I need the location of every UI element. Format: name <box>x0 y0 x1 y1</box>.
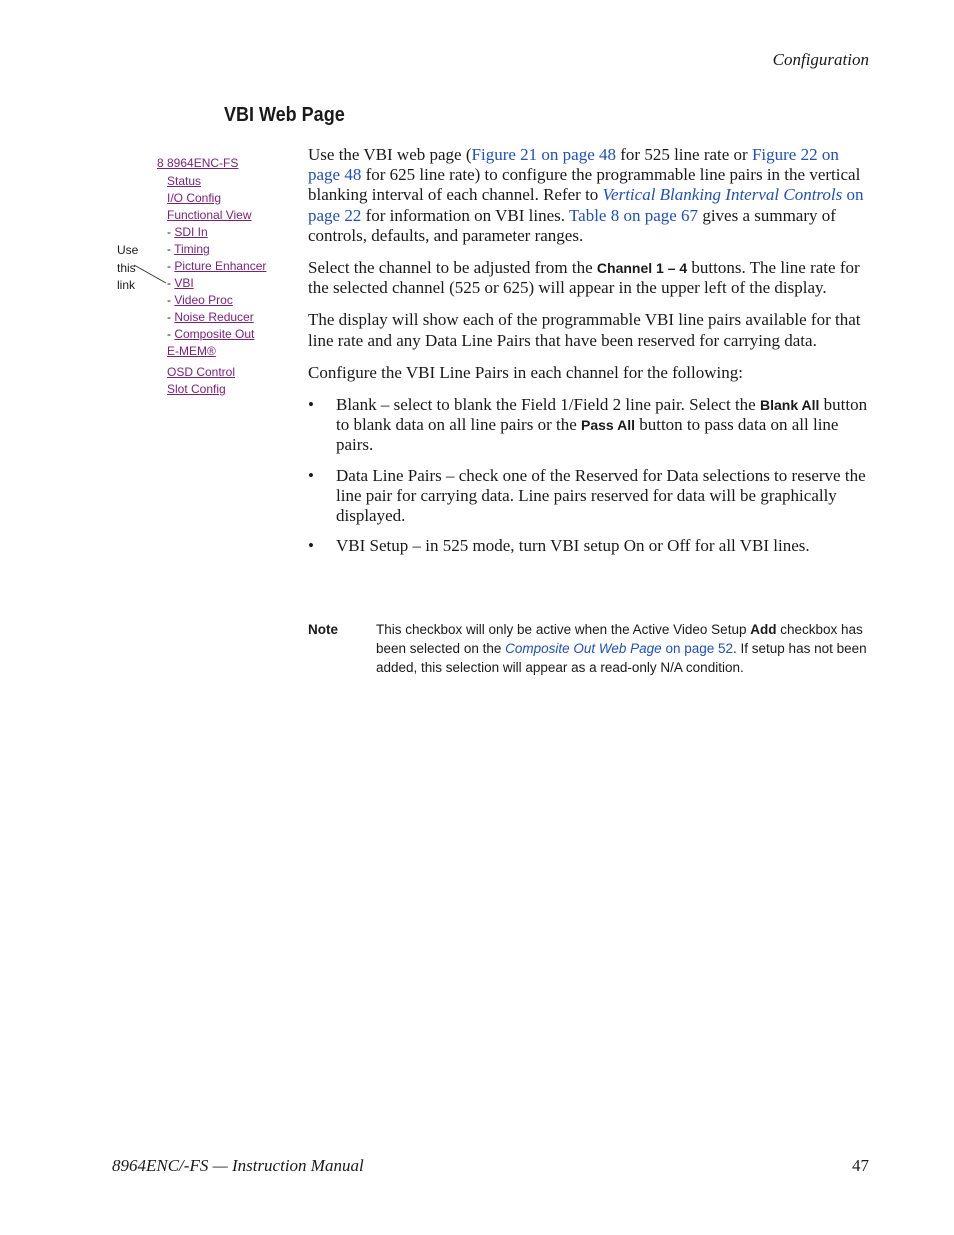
paragraph-configure: Configure the VBI Line Pairs in each channel for the following: <box>308 362 743 382</box>
link-figure-22[interactable]: Figure 22 on page 48 <box>308 145 839 185</box>
ui-channel-buttons: Channel 1 – 4 <box>596 260 688 277</box>
nav-item-functional-view <box>167 208 252 222</box>
nav-link-osd-control[interactable]: OSD Control <box>167 365 236 379</box>
bullet: • <box>308 536 314 556</box>
text: buttons. The line rate for the selected channel (525 or 625) will appear in the upper left of the display. <box>308 258 860 298</box>
text: This checkbox will only be active when the Active Video Setup <box>376 622 751 637</box>
nav-item-io-config <box>167 191 221 205</box>
nav-prefix: - <box>167 225 175 239</box>
text: for information on VBI lines. <box>361 205 569 225</box>
bullet: • <box>308 395 314 415</box>
text: Blank – select to blank the Field 1/Field 2 line pair. Select the <box>336 395 760 415</box>
nav-link-functional-view[interactable]: Functional View <box>167 208 252 222</box>
callout-line-3: link <box>117 278 136 292</box>
nav-link-emem[interactable]: E-MEM® <box>167 344 216 358</box>
nav-item-status <box>167 174 201 188</box>
footer-manual-title: 8964ENC/-FS — Instruction Manual <box>112 1156 364 1175</box>
nav-item-composite-out <box>167 327 254 341</box>
text: Select the channel to be adjusted from the <box>308 258 597 278</box>
nav-link-device[interactable]: 8 8964ENC-FS <box>157 156 239 170</box>
nav-item-osd-control <box>167 365 235 379</box>
note-label: Note <box>308 622 338 637</box>
nav-prefix: - <box>167 327 175 341</box>
list-item-blank <box>308 395 870 456</box>
nav-prefix: - <box>167 276 175 290</box>
text: for 525 line rate or <box>616 145 752 164</box>
nav-link-vbi[interactable]: VBI <box>174 276 194 290</box>
nav-item-timing <box>167 242 210 256</box>
nav-link-io-config[interactable]: I/O Config <box>167 191 222 205</box>
text: button to pass data on all line pairs. <box>336 415 839 455</box>
nav-item-noise-reducer <box>167 310 254 324</box>
link-composite-out-web-page[interactable]: Composite Out Web Page <box>505 641 662 656</box>
note-text <box>376 620 870 677</box>
callout-line-2: this <box>117 260 136 275</box>
note-block <box>308 620 870 677</box>
nav-prefix: - <box>167 259 175 273</box>
nav-item-emem <box>167 344 216 358</box>
nav-item-video-proc <box>167 293 233 307</box>
ui-add: Add <box>750 622 777 637</box>
nav-link-picture-enhancer[interactable]: Picture Enhancer <box>174 259 267 273</box>
callout-leader-line <box>133 262 169 286</box>
nav-link-sdi-in[interactable]: SDI In <box>174 225 208 239</box>
nav-link-video-proc[interactable]: Video Proc <box>174 293 233 307</box>
running-header: Configuration <box>772 50 869 69</box>
nav-prefix: - <box>167 310 175 324</box>
ui-blank-all: Blank All <box>759 397 820 414</box>
link-table-8[interactable]: Table 8 on page 67 <box>568 205 699 225</box>
text: gives a summary of controls, defaults, and parameter ranges. <box>308 205 836 245</box>
nav-link-composite-out[interactable]: Composite Out <box>174 327 255 341</box>
nav-item-slot-config <box>167 382 226 396</box>
callout-line-1: Use <box>117 243 139 257</box>
bullet-list <box>308 395 870 556</box>
list-item-data-line-pairs <box>308 466 870 527</box>
text: Use the VBI web page ( <box>308 145 472 164</box>
nav-item-picture-enhancer <box>167 259 266 273</box>
nav-prefix: - <box>167 293 175 307</box>
nav-link-timing[interactable]: Timing <box>174 242 210 256</box>
ui-pass-all: Pass All <box>581 417 635 434</box>
nav-link-noise-reducer[interactable]: Noise Reducer <box>174 310 254 324</box>
text: for 625 line rate) to configure the programmable line pairs in the vertical blanking interval of each channel. Refer to <box>308 165 861 205</box>
link-composite-out-page[interactable]: on page 52 <box>661 641 734 656</box>
paragraph-display: The display will show each of the programmable VBI line pairs available for that line rate and any Data Line Pairs that have been reserved for carrying data. <box>308 310 861 350</box>
text: VBI Setup – in 525 mode, turn VBI setup On or Off for all VBI lines. <box>336 536 810 556</box>
text: checkbox has been selected on the <box>376 622 863 656</box>
text: button to blank data on all line pairs or the <box>336 395 868 435</box>
nav-prefix: - <box>167 242 175 256</box>
body-text <box>308 145 870 566</box>
nav-item-device <box>157 156 238 170</box>
section-title: VBI Web Page <box>224 104 345 126</box>
text: Data Line Pairs – check one of the Reserved for Data selections to reserve the line pair for carrying data. Line pairs reserved for data will be graphically displayed. <box>336 465 866 526</box>
text: . If setup has not been added, this selection will appear as a read-only N/A condition. <box>376 641 867 675</box>
link-figure-21[interactable]: Figure 21 on page 48 <box>471 145 616 164</box>
bullet: • <box>308 465 314 485</box>
paragraph-select-channel <box>308 258 870 298</box>
nav-link-status[interactable]: Status <box>167 174 202 188</box>
link-vbi-controls-page[interactable]: on page 22 <box>308 185 864 225</box>
nav-link-slot-config[interactable]: Slot Config <box>167 382 226 396</box>
nav-item-sdi-in <box>167 225 208 239</box>
nav-item-vbi <box>167 276 194 290</box>
paragraph-intro <box>308 145 870 246</box>
footer-page-number: 47 <box>852 1156 869 1175</box>
link-vbi-controls[interactable]: Vertical Blanking Interval Controls <box>602 185 843 205</box>
list-item-vbi-setup <box>308 536 870 556</box>
